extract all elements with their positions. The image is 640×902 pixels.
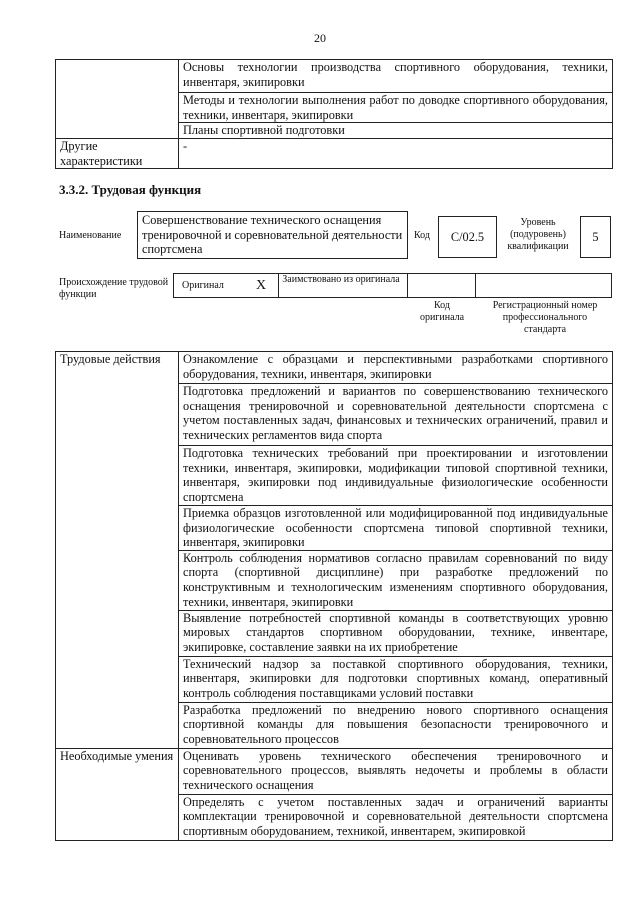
list-item: Определять с учетом поставленных задач и ограничений варианты комплектации тренировочной и соревновательной деятельности спортсмена спортивным оборудованием, техникой, инвентарем, экипировкой [179,794,613,840]
origin-table [173,273,612,298]
list-item: - [179,139,613,169]
list-item: Приемка образцов изготовленной или модифицированной под индивидуальные физиологические особенности спортсмена типовой спортивной техники, инвентаря, экипировки [179,506,613,551]
code-value: С/02.5 [438,216,497,258]
list-item: Технический надзор за поставкой спортивного оборудования, техники, инвентаря, экипировки для подготовки спортивных команд, оперативный контроль соблюдения поставщиками условий поставки [179,656,613,702]
borrowed-label: Заимствовано из оригинала [282,274,400,285]
divider [475,273,476,298]
reg-number-label: Регистрационный номер профессионального стандарта [492,300,598,335]
list-item: Оценивать уровень технического обеспечения тренировочного и соревновательного процессов, выявлять недочеты и проблемы в области технического оснащения [179,748,613,794]
table-row-label: Трудовые действия [56,352,179,749]
divider [407,273,408,298]
code-original-label: Код оригинала [419,300,465,323]
table-row-label: Необходимые умения [56,748,179,840]
section-heading: 3.3.2. Трудовая функция [59,182,202,197]
list-item: Выявление потребностей спортивной команды в соответствующих уровню мировых стандартов спортивном оборудовании, технике, инвентаре, экипировке, составление заявки на их приобретение [179,610,613,656]
name-label: Наименование [59,230,122,241]
list-item: Подготовка предложений и вариантов по совершенствованию технического оснащения тренировочной и соревновательной деятельности спортсмена с учетом поставленных задач, финансовых и технических ограничений, правил и технических регламентов вида спорта [179,384,613,446]
list-item: Основы технологии производства спортивного оборудования, техники, инвентаря, экипировки [179,60,613,93]
table-row-label [56,60,179,139]
function-name-value: Совершенствование технического оснащения тренировочной и соревновательной деятельности спортсмена [137,211,408,259]
level-value: 5 [580,216,611,258]
main-table [55,351,613,841]
list-item: Ознакомление с образцами и перспективными разработками спортивного оборудования, техники, инвентаря, экипировки [179,352,613,384]
list-item: Методы и технологии выполнения работ по доводке спортивного оборудования, техники, инвентаря, экипировки [179,93,613,123]
page-number: 20 [314,31,326,45]
original-label: Оригинал [182,280,224,291]
original-mark: X [256,278,267,293]
table-row-label: Другие характеристики [56,139,179,169]
divider [278,273,279,298]
list-item: Контроль соблюдения нормативов согласно правилам соревнований по виду спорта (спортивной дисциплине) при разработке предложений по конструктивным и технологическим изменениям спортивного оборудования, техники, инвентаря, экипировки [179,550,613,610]
list-item: Планы спортивной подготовки [179,123,613,139]
top-table [55,59,613,169]
level-label: Уровень (подуровень) квалификации [507,217,569,252]
code-label: Код [414,230,430,241]
list-item: Разработка предложений по внедрению нового спортивного оснащения спортивной команды для повышения безопасности тренировочного и соревновательного процессов [179,702,613,748]
list-item: Подготовка технических требований при проектировании и изготовлении техники, инвентаря, экипировки, модификации типовой спортивной техники, инвентаря, экипировки под индивидуальные физиологические особенности спортсмена [179,446,613,506]
origin-label: Происхождение трудовой функции [59,277,169,300]
